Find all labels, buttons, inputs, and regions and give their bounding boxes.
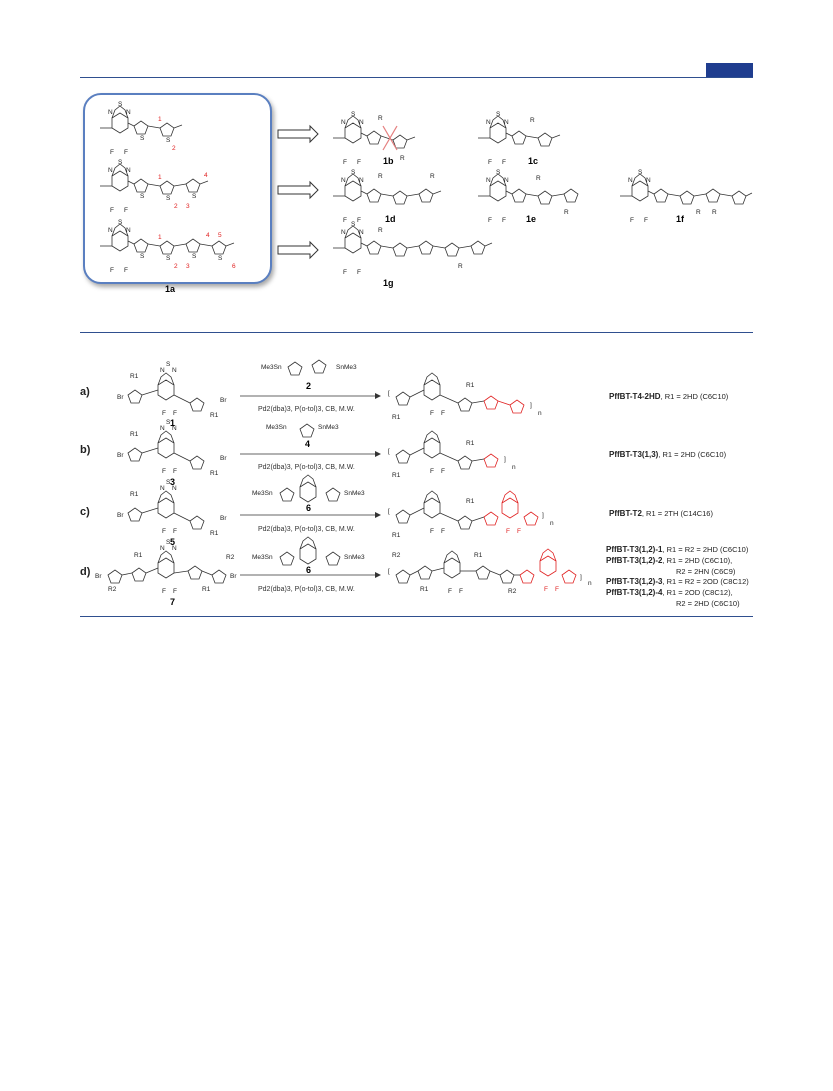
svg-text:R: R	[536, 175, 541, 182]
svg-text:R: R	[400, 155, 405, 162]
product-1b	[333, 111, 415, 166]
svg-text:S: S	[218, 255, 223, 262]
svg-text:N: N	[359, 229, 364, 236]
polymer-name-d1: PffBT-T3(1,2)-1, R1 = R2 = 2HD (C6C10)	[606, 545, 749, 554]
svg-text:N: N	[126, 227, 131, 234]
svg-text:1: 1	[158, 234, 162, 241]
svg-text:S: S	[140, 135, 145, 142]
svg-text:N: N	[341, 229, 346, 236]
svg-text:F: F	[555, 586, 559, 593]
footer-rule	[80, 616, 753, 617]
svg-text:Me3Sn: Me3Sn	[261, 364, 282, 371]
svg-text:N: N	[108, 167, 113, 174]
svg-text:F: F	[343, 159, 347, 166]
svg-text:S: S	[166, 479, 171, 486]
svg-text:R1: R1	[130, 431, 139, 438]
svg-text:N: N	[172, 367, 177, 374]
svg-text:R1: R1	[392, 414, 401, 421]
svg-text:SnMe3: SnMe3	[336, 364, 357, 371]
svg-text:S: S	[192, 193, 197, 200]
svg-text:F: F	[488, 217, 492, 224]
svg-text:S: S	[192, 253, 197, 260]
svg-text:F: F	[430, 410, 434, 417]
svg-text:F: F	[441, 468, 445, 475]
svg-text:N: N	[108, 227, 113, 234]
svg-text:1f: 1f	[676, 214, 685, 224]
svg-text:F: F	[430, 468, 434, 475]
svg-text:F: F	[506, 528, 510, 535]
svg-text:R1: R1	[466, 498, 475, 505]
svg-text:N: N	[160, 425, 165, 432]
svg-text:3: 3	[186, 203, 190, 210]
svg-text:F: F	[502, 217, 506, 224]
svg-text:S: S	[166, 361, 171, 368]
svg-text:S: S	[351, 111, 356, 118]
svg-text:S: S	[140, 193, 145, 200]
svg-text:R: R	[696, 209, 701, 216]
svg-text:[: [	[388, 390, 390, 397]
svg-text:F: F	[459, 588, 463, 595]
row-label-a: a)	[80, 386, 90, 398]
svg-text:R2: R2	[508, 588, 517, 595]
svg-text:N: N	[126, 109, 131, 116]
svg-text:R1: R1	[130, 491, 139, 498]
svg-text:Me3Sn: Me3Sn	[252, 490, 273, 497]
svg-text:F: F	[162, 410, 166, 417]
svg-text:N: N	[160, 485, 165, 492]
product-1c	[478, 111, 560, 166]
svg-text:SnMe3: SnMe3	[344, 490, 365, 497]
svg-text:Br: Br	[117, 394, 124, 401]
svg-text:N: N	[359, 119, 364, 126]
product-1g	[333, 221, 492, 288]
row-label-c: c)	[80, 506, 90, 518]
svg-text:F: F	[448, 588, 452, 595]
svg-text:R: R	[430, 173, 435, 180]
svg-text:6: 6	[306, 565, 312, 575]
scheme-c	[117, 475, 554, 547]
product-1d	[333, 169, 441, 224]
svg-text:F: F	[110, 149, 114, 156]
svg-text:S: S	[351, 169, 356, 176]
source-label: 1a	[165, 284, 176, 294]
svg-text:N: N	[160, 545, 165, 552]
svg-text:Pd2(dba)3, P(o-tol)3, CB, M.W.: Pd2(dba)3, P(o-tol)3, CB, M.W.	[258, 464, 355, 471]
svg-text:R: R	[458, 263, 463, 270]
svg-text:F: F	[173, 528, 177, 535]
svg-text:N: N	[108, 109, 113, 116]
svg-text:[: [	[388, 568, 390, 575]
svg-text:S: S	[351, 221, 356, 228]
svg-text:1g: 1g	[383, 278, 394, 288]
svg-text:F: F	[343, 269, 347, 276]
svg-text:]: ]	[580, 574, 582, 581]
svg-text:N: N	[359, 177, 364, 184]
svg-text:R: R	[378, 173, 383, 180]
svg-text:1b: 1b	[383, 156, 394, 166]
svg-text:F: F	[162, 468, 166, 475]
scheme-b	[117, 419, 516, 487]
svg-text:S: S	[638, 169, 643, 176]
product-1e	[478, 169, 578, 224]
svg-text:n: n	[588, 580, 592, 587]
product-1f	[620, 169, 752, 224]
svg-text:R2: R2	[108, 586, 117, 593]
svg-text:Br: Br	[117, 452, 124, 459]
svg-text:1e: 1e	[526, 214, 537, 224]
svg-text:N: N	[486, 119, 491, 126]
svg-text:F: F	[488, 159, 492, 166]
svg-text:n: n	[550, 520, 554, 527]
svg-text:Pd2(dba)3, P(o-tol)3, CB, M.W.: Pd2(dba)3, P(o-tol)3, CB, M.W.	[258, 526, 355, 533]
polymer-name-b: PffBT-T3(1,3), R1 = 2HD (C6C10)	[609, 450, 727, 459]
svg-text:N: N	[160, 367, 165, 374]
svg-text:F: F	[173, 468, 177, 475]
section-rule	[80, 332, 753, 333]
svg-text:R1: R1	[466, 440, 475, 447]
svg-text:[: [	[388, 448, 390, 455]
svg-text:F: F	[357, 217, 361, 224]
svg-text:7: 7	[170, 597, 176, 607]
svg-text:S: S	[166, 137, 171, 144]
polymer-name-a: PffBT-T4-2HD, R1 = 2HD (C6C10)	[609, 392, 729, 401]
svg-text:N: N	[504, 119, 509, 126]
svg-text:4: 4	[305, 439, 311, 449]
svg-text:N: N	[172, 485, 177, 492]
svg-text:S: S	[118, 159, 123, 166]
svg-text:F: F	[124, 149, 128, 156]
svg-text:]: ]	[542, 512, 544, 519]
svg-text:4: 4	[204, 172, 208, 179]
svg-text:]: ]	[504, 456, 506, 463]
svg-text:F: F	[502, 159, 506, 166]
svg-text:N: N	[628, 177, 633, 184]
polymer-name-d4: PffBT-T3(1,2)-4, R1 = 2OD (C8C12),	[606, 588, 733, 597]
svg-text:F: F	[441, 410, 445, 417]
svg-text:]: ]	[530, 402, 532, 409]
svg-text:R1: R1	[210, 470, 219, 477]
svg-text:R1: R1	[202, 586, 211, 593]
svg-text:F: F	[162, 588, 166, 595]
svg-text:R1: R1	[466, 382, 475, 389]
svg-text:S: S	[118, 219, 123, 226]
polymer-name-d2: PffBT-T3(1,2)-2, R1 = 2HD (C6C10),	[606, 556, 733, 565]
svg-text:n: n	[512, 464, 516, 471]
scheme-a	[117, 360, 542, 428]
derivation-arrows	[278, 126, 318, 258]
svg-text:5: 5	[170, 537, 176, 547]
svg-text:3: 3	[186, 263, 190, 270]
polymer-name-d3: PffBT-T3(1,2)-3, R1 = R2 = 2OD (C8C12)	[606, 577, 749, 586]
svg-text:N: N	[126, 167, 131, 174]
scheme-d	[95, 537, 592, 607]
svg-text:R: R	[712, 209, 717, 216]
svg-text:S: S	[166, 255, 171, 262]
svg-text:F: F	[517, 528, 521, 535]
svg-text:6: 6	[306, 503, 312, 513]
svg-text:S: S	[140, 253, 145, 260]
source-row-2	[100, 159, 208, 214]
svg-text:F: F	[630, 217, 634, 224]
svg-text:F: F	[124, 267, 128, 274]
svg-text:R: R	[564, 209, 569, 216]
svg-text:N: N	[172, 425, 177, 432]
svg-text:R: R	[530, 117, 535, 124]
svg-text:Br: Br	[220, 397, 227, 404]
svg-text:R1: R1	[130, 373, 139, 380]
svg-text:1: 1	[158, 174, 162, 181]
svg-text:1: 1	[170, 418, 176, 428]
svg-text:2: 2	[174, 263, 178, 270]
svg-text:R2: R2	[226, 554, 235, 561]
svg-text:2: 2	[172, 145, 176, 152]
svg-text:R: R	[378, 115, 383, 122]
svg-text:Pd2(dba)3, P(o-tol)3, CB, M.W.: Pd2(dba)3, P(o-tol)3, CB, M.W.	[258, 586, 355, 593]
svg-text:F: F	[430, 528, 434, 535]
svg-text:N: N	[646, 177, 651, 184]
svg-text:4: 4	[206, 232, 210, 239]
s-atom: S	[118, 101, 123, 108]
svg-text:2: 2	[306, 381, 312, 391]
svg-text:Br: Br	[230, 573, 237, 580]
svg-text:Br: Br	[220, 515, 227, 522]
svg-text:Me3Sn: Me3Sn	[266, 424, 287, 431]
svg-text:R1: R1	[392, 532, 401, 539]
svg-text:N: N	[486, 177, 491, 184]
svg-text:F: F	[162, 528, 166, 535]
svg-text:S: S	[496, 111, 501, 118]
svg-text:N: N	[172, 545, 177, 552]
svg-text:R1: R1	[210, 412, 219, 419]
svg-text:S: S	[166, 195, 171, 202]
svg-text:S: S	[496, 169, 501, 176]
svg-text:Br: Br	[117, 512, 124, 519]
svg-text:F: F	[357, 159, 361, 166]
svg-text:[: [	[388, 508, 390, 515]
svg-text:F: F	[644, 217, 648, 224]
svg-text:N: N	[341, 177, 346, 184]
svg-text:S: S	[166, 539, 171, 546]
svg-text:6: 6	[232, 263, 236, 270]
source-row-1	[100, 101, 182, 156]
row-label-d: d)	[80, 566, 91, 578]
svg-text:F: F	[110, 207, 114, 214]
svg-text:F: F	[124, 207, 128, 214]
svg-text:Br: Br	[95, 573, 102, 580]
svg-text:R1: R1	[134, 552, 143, 559]
svg-text:F: F	[343, 217, 347, 224]
svg-text:SnMe3: SnMe3	[318, 424, 339, 431]
svg-text:Br: Br	[220, 455, 227, 462]
svg-text:R1: R1	[392, 472, 401, 479]
svg-text:2: 2	[174, 203, 178, 210]
svg-text:R2: R2	[392, 552, 401, 559]
svg-text:F: F	[357, 269, 361, 276]
svg-text:R: R	[378, 227, 383, 234]
svg-text:1: 1	[158, 116, 162, 123]
svg-text:F: F	[173, 588, 177, 595]
svg-text:R1: R1	[474, 552, 483, 559]
svg-text:1c: 1c	[528, 156, 539, 166]
svg-text:3: 3	[170, 477, 176, 487]
svg-text:F: F	[110, 267, 114, 274]
polymer-name-c: PffBT-T2, R1 = 2TH (C14C16)	[609, 509, 713, 518]
polymer-name-d2-line2: R2 = 2HN (C6C9)	[676, 567, 736, 576]
svg-text:N: N	[504, 177, 509, 184]
svg-text:F: F	[173, 410, 177, 417]
svg-text:F: F	[441, 528, 445, 535]
svg-text:1d: 1d	[385, 214, 396, 224]
svg-text:Pd2(dba)3, P(o-tol)3, CB, M.W.: Pd2(dba)3, P(o-tol)3, CB, M.W.	[258, 406, 355, 413]
polymer-name-d4-line2: R2 = 2HD (C6C10)	[676, 599, 740, 608]
svg-text:5: 5	[218, 232, 222, 239]
svg-text:Me3Sn: Me3Sn	[252, 554, 273, 561]
svg-text:S: S	[166, 419, 171, 426]
top-scheme-svg	[0, 0, 833, 330]
svg-text:R1: R1	[420, 586, 429, 593]
svg-text:F: F	[544, 586, 548, 593]
svg-text:n: n	[538, 410, 542, 417]
row-label-b: b)	[80, 444, 91, 456]
svg-text:N: N	[341, 119, 346, 126]
svg-text:SnMe3: SnMe3	[344, 554, 365, 561]
source-row-3	[100, 219, 234, 274]
svg-text:R1: R1	[210, 530, 219, 537]
